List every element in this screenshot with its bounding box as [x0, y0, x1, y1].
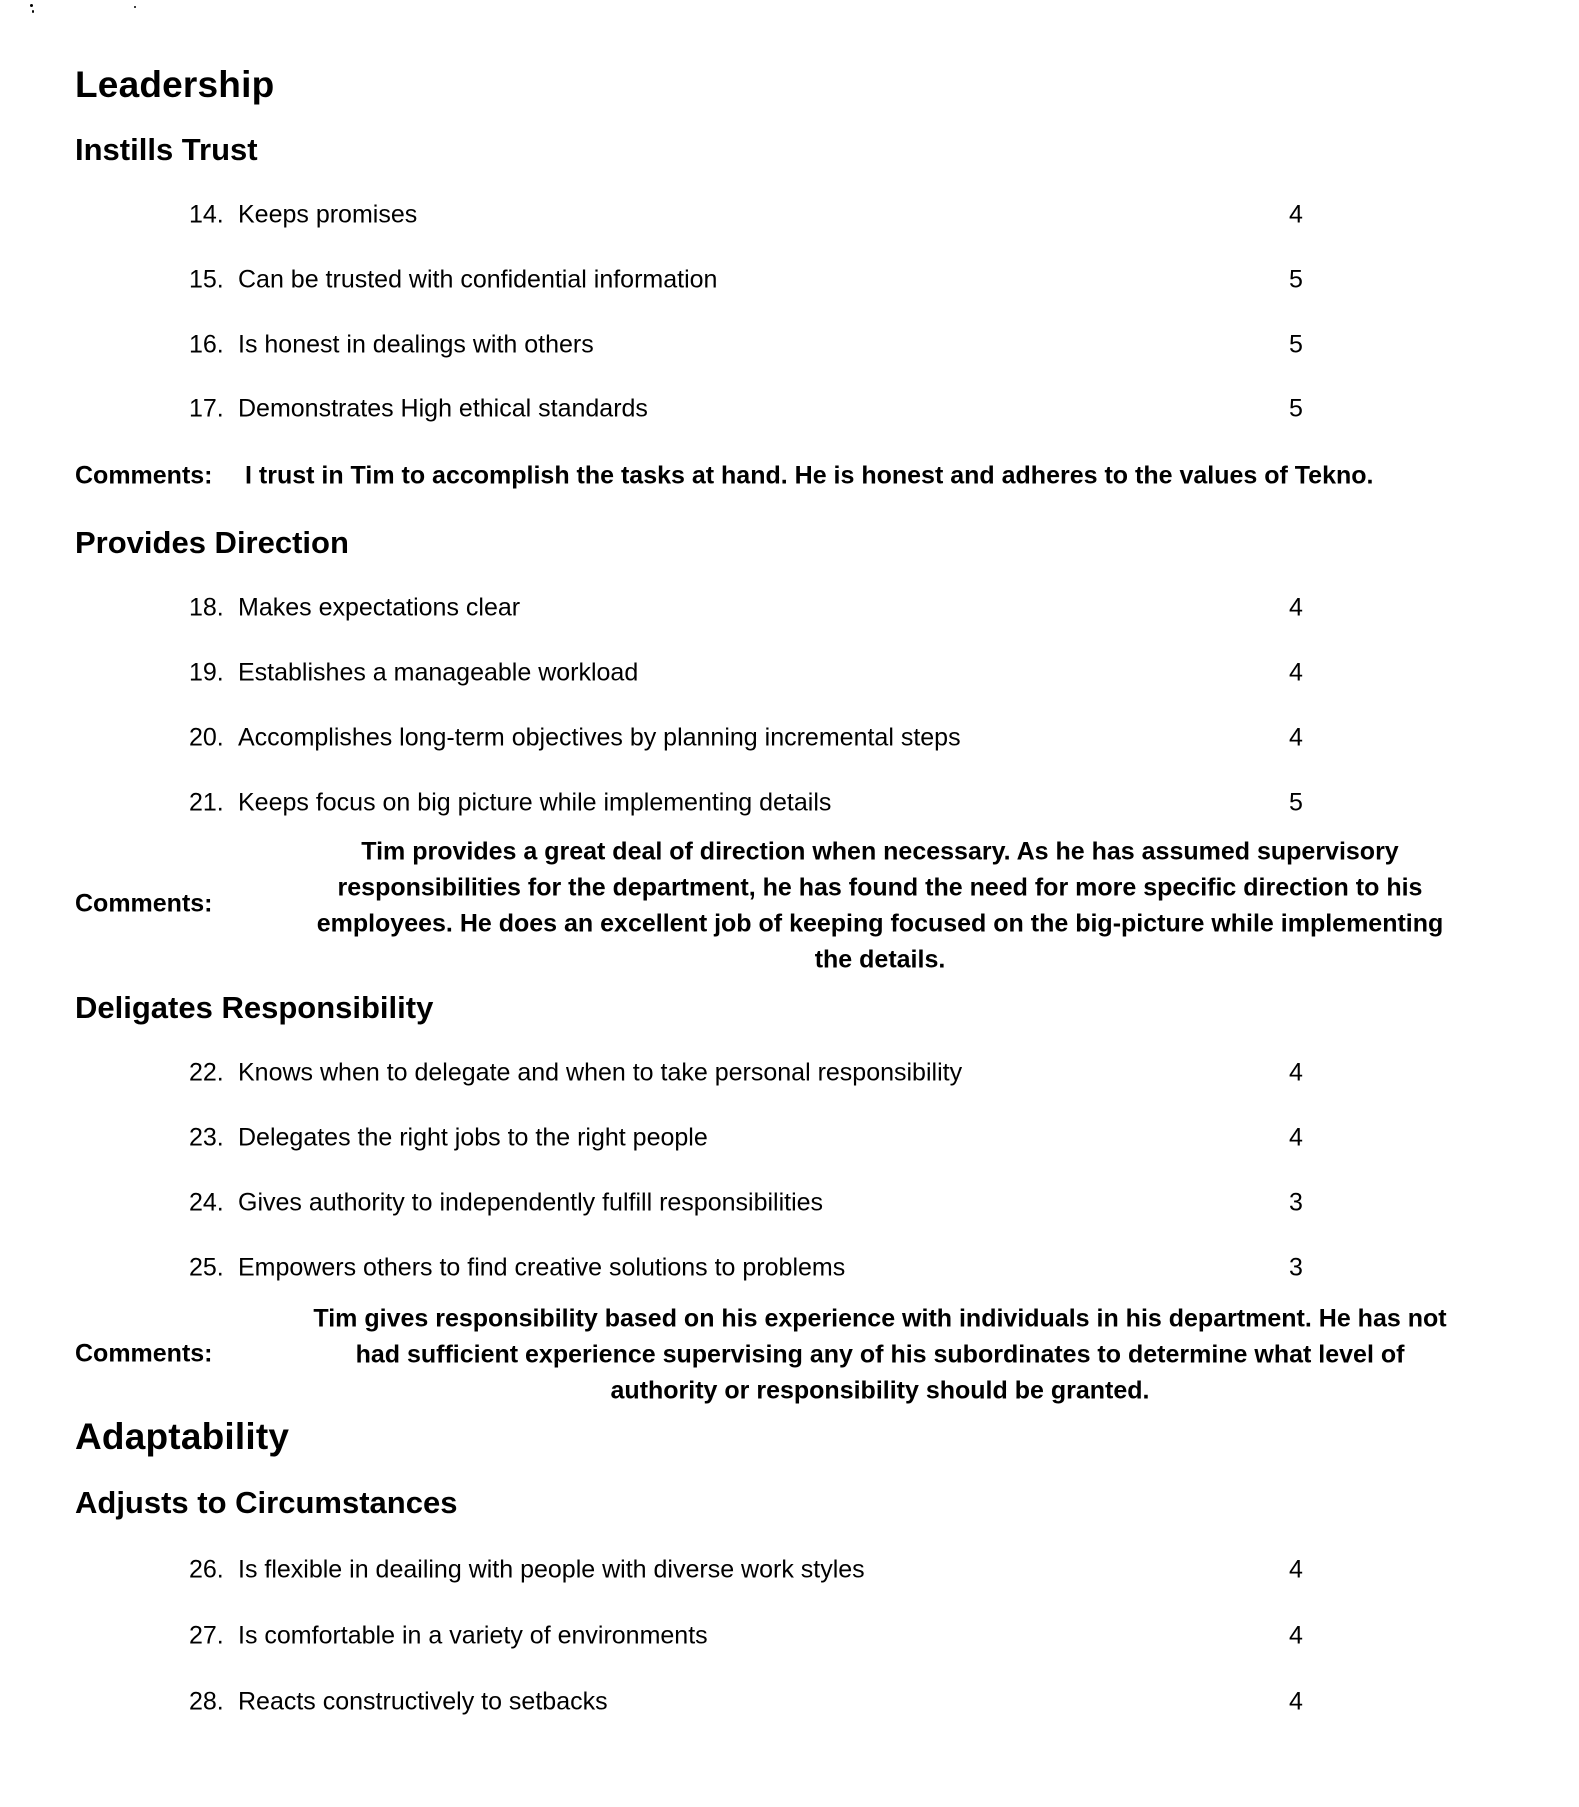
- item-row: [189, 395, 648, 424]
- item-number: 27.: [189, 1621, 224, 1650]
- item-text: Accomplishes long-term objectives by planning incremental steps: [238, 723, 961, 752]
- item-score: 4: [1289, 1687, 1303, 1716]
- item-text: Gives authority to independently fulfill responsibilities: [238, 1188, 824, 1217]
- item-text: Establishes a manageable workload: [238, 658, 639, 687]
- item-number: 25.: [189, 1253, 224, 1282]
- scan-speck: [32, 10, 34, 13]
- item-row: [189, 659, 638, 688]
- scan-speck: [30, 4, 33, 7]
- item-number: 17.: [189, 394, 224, 423]
- item-row: [189, 1688, 608, 1717]
- item-number: 18.: [189, 593, 224, 622]
- item-score: 4: [1289, 1123, 1303, 1152]
- comments-label: Comments:: [75, 461, 213, 490]
- item-row: [189, 789, 831, 818]
- item-text: Keeps promises: [238, 200, 418, 229]
- item-score: 4: [1289, 200, 1303, 229]
- item-number: 28.: [189, 1687, 224, 1716]
- item-number: 23.: [189, 1123, 224, 1152]
- item-row: [189, 1254, 845, 1283]
- item-row: [189, 1189, 823, 1218]
- comments-text-line: the details.: [814, 945, 946, 974]
- item-score: 4: [1289, 1621, 1303, 1650]
- item-row: [189, 1556, 865, 1585]
- item-score: 5: [1289, 394, 1303, 423]
- item-row: [189, 331, 594, 360]
- item-number: 14.: [189, 200, 224, 229]
- comments-text-line: Tim gives responsibility based on his experience with individuals in his department. He has not: [313, 1304, 1447, 1333]
- item-text: Knows when to delegate and when to take personal responsibility: [238, 1058, 963, 1087]
- item-number: 21.: [189, 788, 224, 817]
- item-text: Delegates the right jobs to the right people: [238, 1123, 708, 1152]
- section-heading-adaptability: Adaptability: [75, 1416, 290, 1457]
- item-text: Is comfortable in a variety of environments: [238, 1621, 708, 1650]
- item-score: 4: [1289, 723, 1303, 752]
- item-score: 4: [1289, 658, 1303, 687]
- item-score: 4: [1289, 1058, 1303, 1087]
- item-row: [189, 724, 961, 753]
- subsection-heading-adjusts-to-circumstances: Adjusts to Circumstances: [75, 1485, 458, 1520]
- subsection-heading-instills-trust: Instills Trust: [75, 132, 258, 167]
- item-number: 19.: [189, 658, 224, 687]
- item-text: Is honest in dealings with others: [238, 330, 594, 359]
- item-score: 5: [1289, 330, 1303, 359]
- item-text: Can be trusted with confidential information: [238, 265, 718, 294]
- item-row: [189, 1124, 708, 1153]
- comments-text-line: employees. He does an excellent job of keeping focused on the big-picture while implementing: [316, 909, 1444, 938]
- item-number: 20.: [189, 723, 224, 752]
- item-score: 5: [1289, 265, 1303, 294]
- item-score: 3: [1289, 1253, 1303, 1282]
- item-row: [189, 266, 717, 295]
- comments-text-line: Tim provides a great deal of direction when necessary. As he has assumed supervisory: [361, 837, 1399, 866]
- item-number: 22.: [189, 1058, 224, 1087]
- item-score: 3: [1289, 1188, 1303, 1217]
- item-text: Keeps focus on big picture while implementing details: [238, 788, 832, 817]
- item-text: Demonstrates High ethical standards: [238, 394, 648, 423]
- comments-label: Comments:: [75, 889, 213, 918]
- item-score: 5: [1289, 788, 1303, 817]
- item-text: Makes expectations clear: [238, 593, 521, 622]
- comments-text: I trust in Tim to accomplish the tasks at hand. He is honest and adheres to the values of Tekno.: [245, 461, 1374, 490]
- item-row: [189, 594, 520, 623]
- item-text: Reacts constructively to setbacks: [238, 1687, 608, 1716]
- item-number: 16.: [189, 330, 224, 359]
- item-score: 4: [1289, 1555, 1303, 1584]
- comments-label: Comments:: [75, 1339, 213, 1368]
- comments-text-line: authority or responsibility should be granted.: [610, 1376, 1150, 1405]
- item-number: 26.: [189, 1555, 224, 1584]
- item-row: [189, 1622, 708, 1651]
- subsection-heading-deligates-responsibility: Deligates Responsibility: [75, 990, 434, 1025]
- item-number: 15.: [189, 265, 224, 294]
- item-number: 24.: [189, 1188, 224, 1217]
- comments-text-line: responsibilities for the department, he has found the need for more specific direction to his: [337, 873, 1423, 902]
- subsection-heading-provides-direction: Provides Direction: [75, 525, 349, 560]
- item-text: Empowers others to find creative solutions to problems: [238, 1253, 846, 1282]
- item-text: Is flexible in deailing with people with diverse work styles: [238, 1555, 865, 1584]
- item-row: [189, 201, 417, 230]
- section-heading-leadership: Leadership: [75, 64, 275, 105]
- scan-speck: [134, 6, 136, 8]
- item-row: [189, 1059, 962, 1088]
- comments-text-line: had sufficient experience supervising any of his subordinates to determine what level of: [355, 1340, 1405, 1369]
- item-score: 4: [1289, 593, 1303, 622]
